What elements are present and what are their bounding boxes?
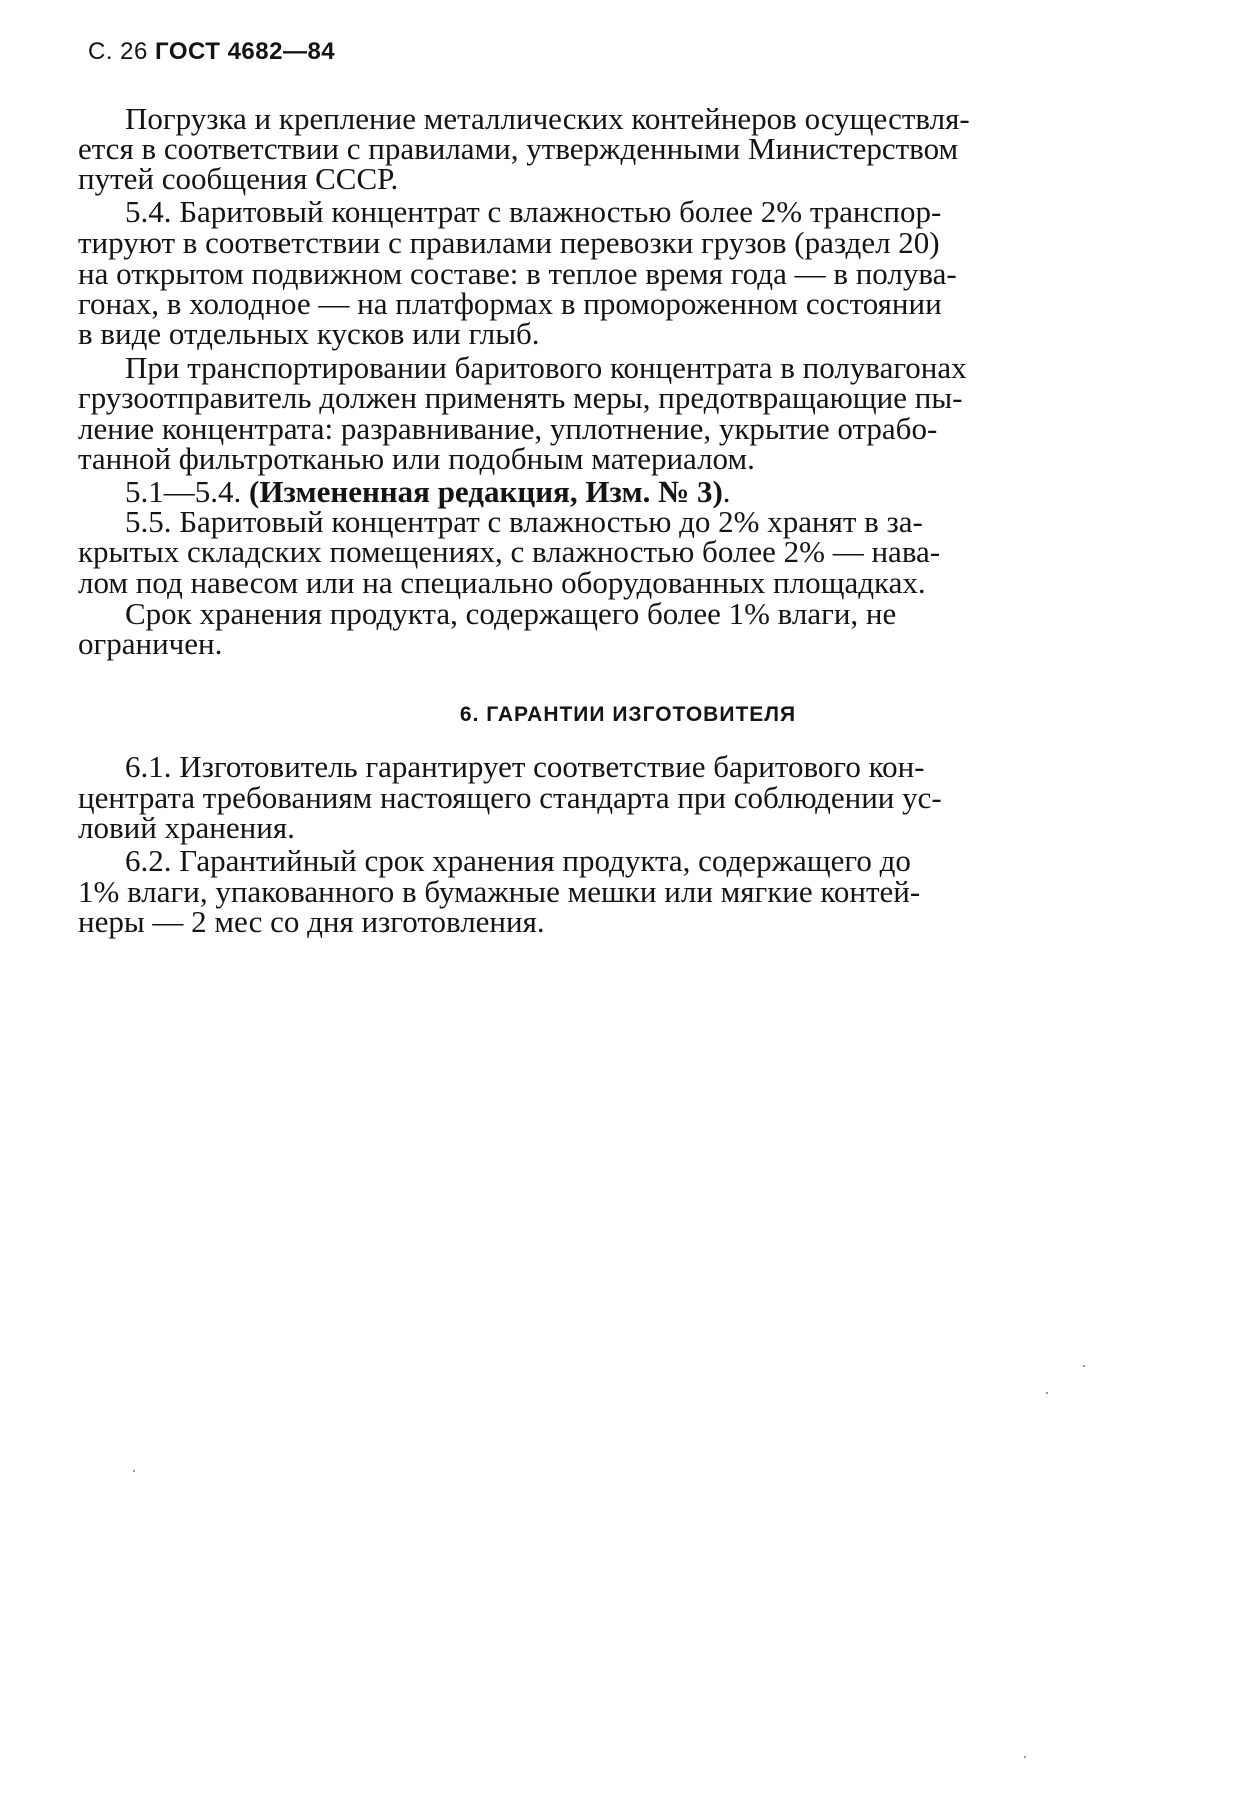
text-line: центрата требованиям настоящего стандарта при соблюдении ус- [78, 780, 942, 815]
amendment-end: . [722, 474, 731, 509]
text-line: 5.4. Баритовый концентрат с влажностью более 2% транспор- [125, 194, 942, 229]
section-heading: 6. ГАРАНТИИ ИЗГОТОВИТЕЛЯ [459, 703, 797, 726]
text-line: 6.2. Гарантийный срок хранения продукта, содержащего до [125, 843, 911, 878]
text-line: гонах, в холодное — на платформах в промороженном состоянии [78, 286, 942, 321]
text-line: Срок хранения продукта, содержащего более 1% влаги, не [125, 596, 897, 631]
amendment-text: (Измененная редакция, Изм. № 3) [249, 474, 723, 509]
text-line: 6.1. Изготовитель гарантирует соответствие баритового кон- [125, 749, 925, 784]
page-number: С. 26 [88, 38, 148, 65]
text-line: ограничен. [78, 626, 223, 661]
scan-speck [1083, 1365, 1085, 1367]
page-header [88, 38, 335, 66]
text-line: При транспортировании баритового концентрата в полувагонах [125, 350, 967, 385]
text-line: на открытом подвижном составе: в теплое время года — в полува- [78, 256, 957, 291]
standard-number: ГОСТ 4682—84 [155, 38, 336, 65]
text-line: 5.5. Баритовый концентрат с влажностью до 2% хранят в за- [125, 504, 923, 539]
text-line: ление концентрата: разравнивание, уплотнение, укрытие отрабо- [78, 411, 938, 446]
text-line: в виде отдельных кусков или глыб. [78, 316, 540, 351]
text-line: путей сообщения СССР. [78, 161, 399, 196]
text-line: 1% влаги, упакованного в бумажные мешки или мягкие контей- [78, 874, 921, 909]
text-line: грузоотправитель должен применять меры, предотвращающие пы- [78, 380, 963, 415]
text-line: крытых складских помещениях, с влажностью более 2% — нава- [78, 534, 941, 569]
text-line: лом под навесом или на специально оборудованных площадках. [78, 565, 926, 600]
scan-speck [133, 1470, 135, 1472]
text-line: неры — 2 мес со дня изготовления. [78, 904, 545, 939]
text-line: тируют в соответствии с правилами перевозки грузов (раздел 20) [78, 225, 940, 260]
text-line: танной фильтротканью или подобным материалом. [78, 441, 755, 476]
scan-speck [1024, 1756, 1026, 1758]
text-line: ловий хранения. [78, 810, 295, 845]
text-line: Погрузка и крепление металлических контейнеров осуществля- [125, 101, 970, 136]
text-line: ется в соответствии с правилами, утвержденными Министерством [78, 131, 959, 166]
scan-speck [1046, 1392, 1048, 1394]
amendment-note [125, 476, 731, 507]
amendment-ref: 5.1—5.4. [125, 474, 242, 509]
